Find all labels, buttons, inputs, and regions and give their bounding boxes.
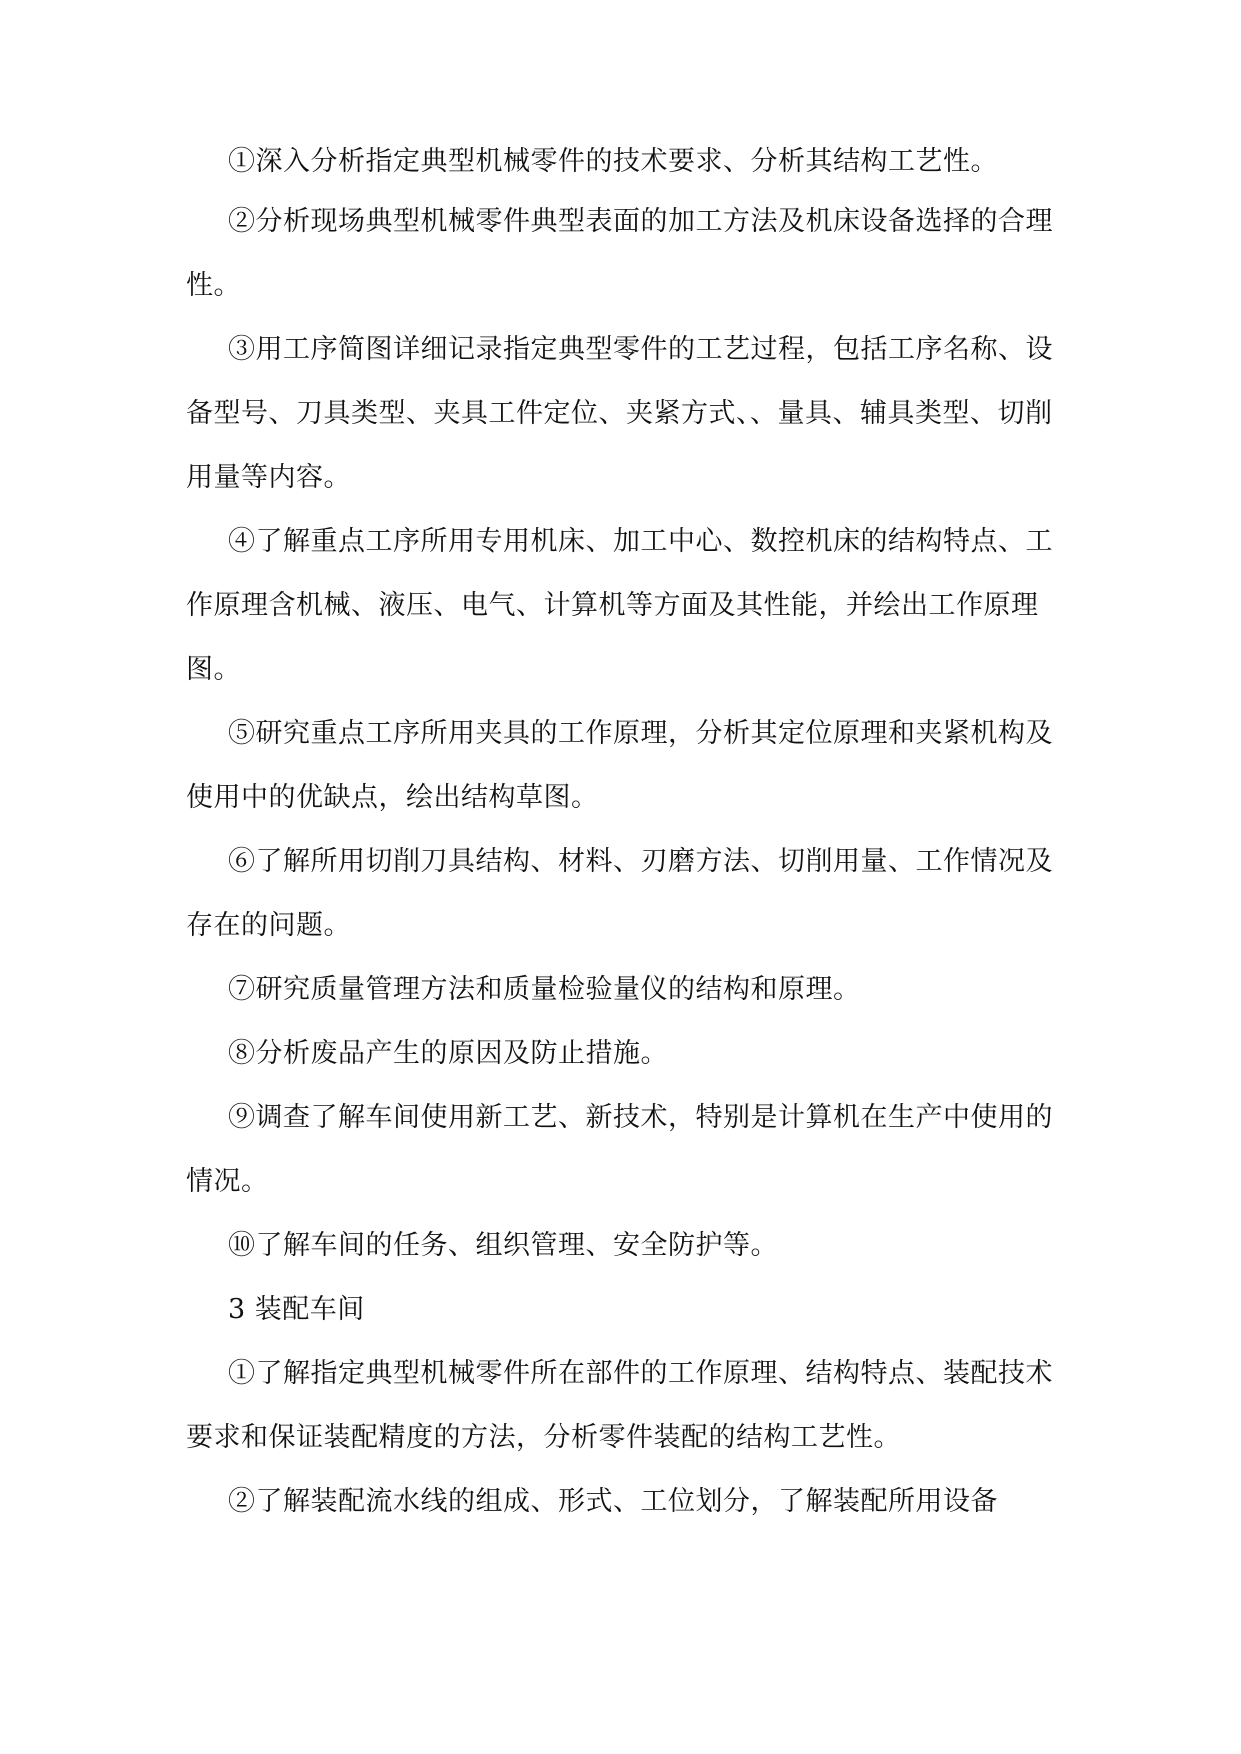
paragraph-item-11: ①了解指定典型机械零件所在部件的工作原理、结构特点、装配技术要求和保证装配精度的方法，分析零件装配的结构工艺性。 (186, 1358, 1053, 1453)
paragraph-item-9: ⑨调查了解车间使用新工艺、新技术，特别是计算机在生产中使用的情况。 (186, 1102, 1053, 1197)
section-heading-assembly-workshop: 3 装配车间 (228, 1294, 365, 1325)
paragraph-item-5: ⑤研究重点工序所用夹具的工作原理，分析其定位原理和夹紧机构及使用中的优缺点，绘出结构草图。 (186, 718, 1053, 813)
paragraph-item-1: ①深入分析指定典型机械零件的技术要求、分析其结构工艺性。 (228, 146, 998, 177)
paragraph-item-6: ⑥了解所用切削刀具结构、材料、刃磨方法、切削用量、工作情况及存在的问题。 (186, 846, 1053, 941)
paragraph-item-2: ②分析现场典型机械零件典型表面的加工方法及机床设备选择的合理性。 (186, 206, 1053, 301)
paragraph-item-8: ⑧分析废品产生的原因及防止措施。 (228, 1038, 668, 1069)
paragraph-item-7: ⑦研究质量管理方法和质量检验量仪的结构和原理。 (228, 974, 861, 1005)
paragraph-item-12: ②了解装配流水线的组成、形式、工位划分，了解装配所用设备 (228, 1486, 998, 1517)
paragraph-item-4: ④了解重点工序所用专用机床、加工中心、数控机床的结构特点、工作原理含机械、液压、电气、计算机等方面及其性能，并绘出工作原理图。 (186, 526, 1053, 685)
paragraph-item-10: ⑩了解车间的任务、组织管理、安全防护等。 (228, 1230, 778, 1261)
paragraph-item-3: ③用工序简图详细记录指定典型零件的工艺过程，包括工序名称、设备型号、刀具类型、夹具工件定位、夹紧方式、、量具、辅具类型、切削用量等内容。 (186, 334, 1053, 493)
